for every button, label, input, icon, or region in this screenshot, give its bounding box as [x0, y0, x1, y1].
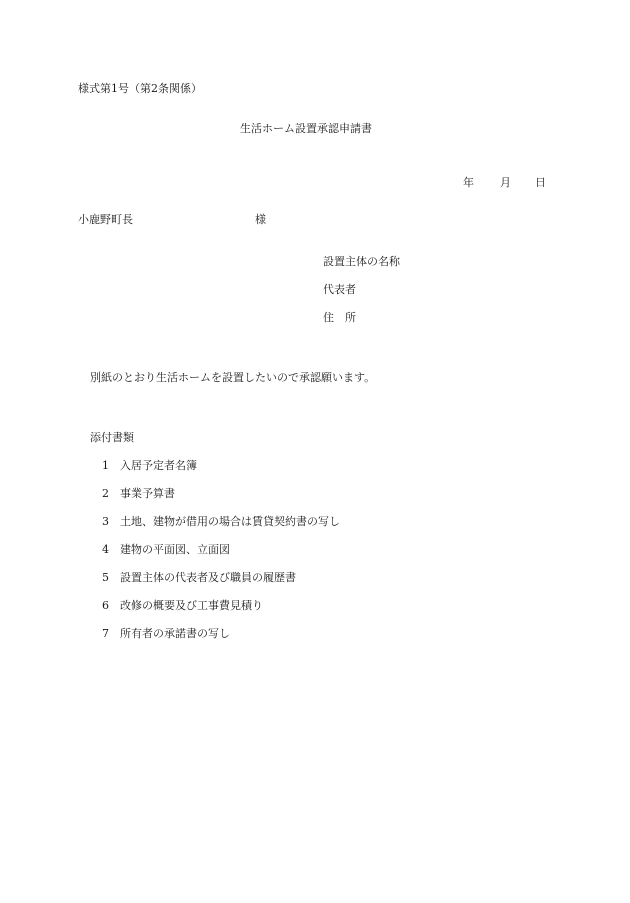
document-title: 生活ホーム設置承認申請書: [240, 122, 372, 135]
attachment-text: 設置主体の代表者及び職員の履歴書: [120, 571, 296, 584]
attachment-text: 改修の概要及び工事費見積り: [120, 599, 263, 612]
applicant-name-label: 設置主体の名称: [323, 255, 400, 268]
addressee-name: 小鹿野町長: [78, 213, 133, 226]
attachment-item: [102, 488, 175, 499]
attachment-number: 6: [102, 599, 109, 612]
date-year-label: 年: [463, 176, 474, 189]
attachment-text: 事業予算書: [120, 487, 175, 500]
applicant-address-label: [323, 312, 356, 323]
attachment-item: [102, 628, 230, 639]
attachment-number: 7: [102, 627, 109, 640]
address-label-part-1: 住: [323, 311, 334, 324]
attachment-text: 建物の平面図、立面図: [120, 543, 230, 556]
attachment-text: 入居予定者名簿: [120, 459, 197, 472]
attachment-number: 4: [102, 543, 109, 556]
attachment-number: 1: [102, 459, 109, 472]
attachment-item: [102, 572, 296, 583]
attachment-item: [102, 460, 197, 471]
request-body-text: 別紙のとおり生活ホームを設置したいので承認願います。: [90, 371, 376, 384]
attachments-heading: 添付書類: [90, 431, 134, 444]
addressee-honorific: 様: [255, 213, 266, 226]
attachment-number: 2: [102, 487, 109, 500]
attachment-number: 3: [102, 515, 109, 528]
attachment-text: 所有者の承諾書の写し: [120, 627, 230, 640]
applicant-representative-label: 代表者: [323, 283, 356, 296]
address-label-part-2: 所: [345, 311, 356, 324]
attachment-item: [102, 600, 263, 611]
attachment-number: 5: [102, 571, 109, 584]
attachment-text: 土地、建物が借用の場合は賃貸契約書の写し: [120, 515, 340, 528]
date-day-label: 日: [535, 176, 546, 189]
date-month-label: 月: [500, 176, 511, 189]
attachment-item: [102, 516, 340, 527]
form-number: 様式第1号（第2条関係）: [78, 82, 202, 95]
attachment-item: [102, 544, 230, 555]
